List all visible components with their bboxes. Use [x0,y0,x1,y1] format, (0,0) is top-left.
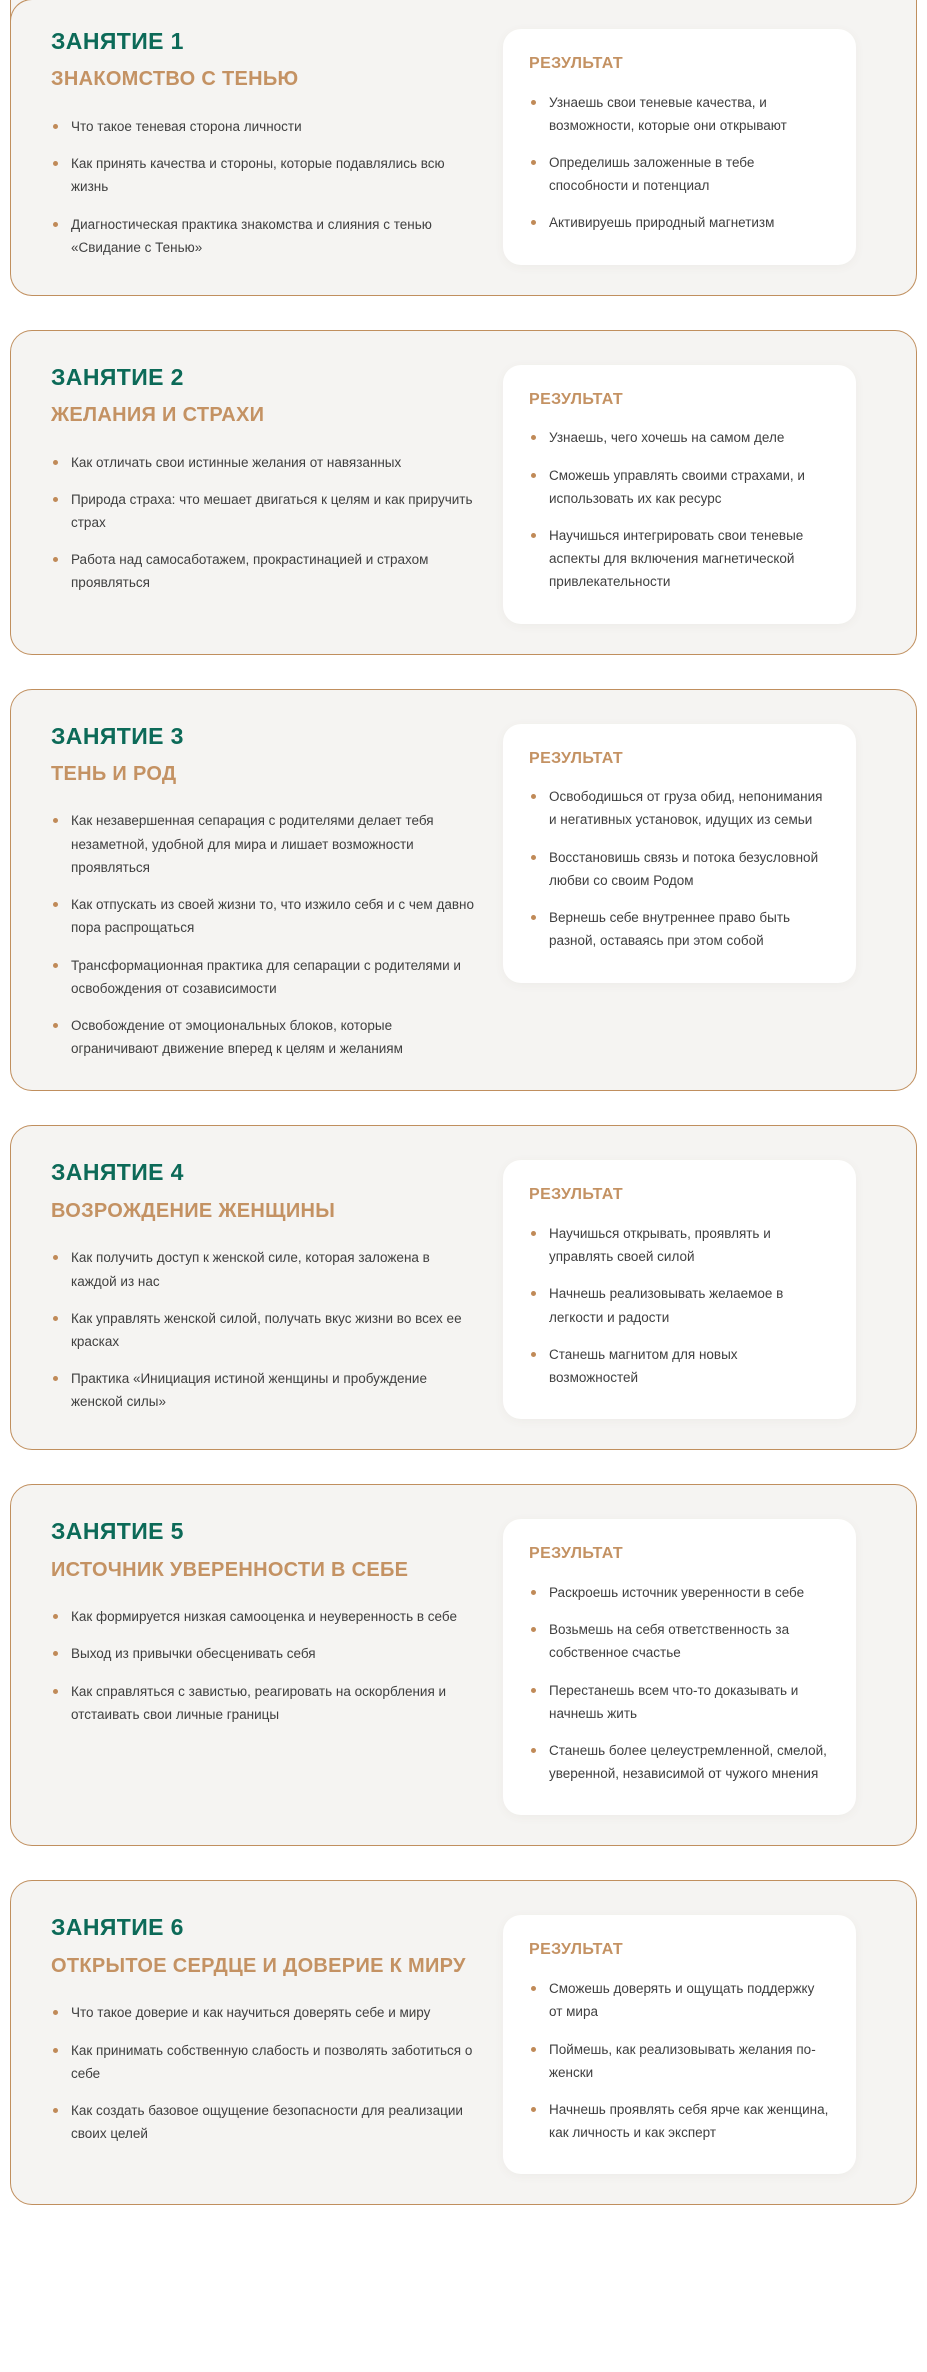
result-item: Восстановишь связь и потока безусловной любви со своим Родом [529,846,830,892]
result-item: Вернешь себе внутреннее право быть разной, оставаясь при этом собой [529,906,830,952]
lesson-topic-list [51,1605,479,1726]
result-item: Научишься интегрировать свои теневые аспекты для включения магнетической привлекательности [529,524,830,594]
lesson-topic-list [51,115,479,259]
result-heading: РЕЗУЛЬТАТ [529,749,624,767]
lesson-topic-item: Как создать базовое ощущение безопасности для реализации своих целей [51,2099,479,2145]
lesson-right-column [503,1160,856,1419]
lesson-right-column [503,29,856,265]
lesson-right-column [503,1519,856,1815]
lesson-right-column [503,724,856,983]
result-heading: РЕЗУЛЬТАТ [529,390,624,408]
lesson-topic-item: Что такое теневая сторона личности [51,115,479,138]
lesson-card [10,689,917,1092]
lesson-topic-list [51,1246,479,1413]
result-item: Сможешь управлять своими страхами, и использовать их как ресурс [529,464,830,510]
lesson-number: ЗАНЯТИЕ 4 [51,1159,184,1186]
result-list [529,1581,830,1786]
result-card [503,29,856,265]
lesson-topic-item: Как принять качества и стороны, которые подавлялись всю жизнь [51,152,479,198]
lesson-topic-item: Как принимать собственную слабость и позволять заботиться о себе [51,2039,479,2085]
result-heading: РЕЗУЛЬТАТ [529,1941,624,1959]
lesson-left-column [51,1160,503,1413]
lesson-title: ЗНАКОМСТВО С ТЕНЬЮ [51,68,299,91]
lesson-left-column [51,1915,503,2145]
lesson-left-column [51,1519,503,1726]
result-card [503,1519,856,1815]
result-item: Поймешь, как реализовывать желания по-женски [529,2038,830,2084]
result-heading: РЕЗУЛЬТАТ [529,1186,624,1204]
lesson-title: ТЕНЬ И РОД [51,762,177,785]
result-list [529,1977,830,2144]
lesson-topic-item: Как отпускать из своей жизни то, что изжило себя и с чем давно пора распрощаться [51,893,479,939]
lesson-topic-item: Как незавершенная сепарация с родителями делает тебя незаметной, удобной для мира и лишает возможности проявляться [51,809,479,879]
result-list [529,91,830,235]
lesson-title: ВОЗРОЖДЕНИЕ ЖЕНЩИНЫ [51,1199,336,1222]
lesson-topic-item: Природа страха: что мешает двигаться к целям и как приручить страх [51,488,479,534]
lesson-number: ЗАНЯТИЕ 2 [51,363,184,390]
result-item: Сможешь доверять и ощущать поддержку от мира [529,1977,830,2023]
result-item: Станешь более целеустремленной, смелой, уверенной, независимой от чужого мнения [529,1739,830,1785]
lesson-card [10,1484,917,1846]
result-card [503,1160,856,1419]
lesson-left-column [51,724,503,1061]
lesson-card [10,1880,917,2205]
result-item: Раскроешь источник уверенности в себе [529,1581,830,1604]
result-card [503,365,856,624]
lesson-card [10,0,917,296]
lesson-topic-item: Освобождение от эмоциональных блоков, которые ограничивают движение вперед к целям и желаниям [51,1014,479,1060]
result-item: Перестанешь всем что-то доказывать и начнешь жить [529,1679,830,1725]
lesson-topic-item: Работа над самосаботажем, прокрастинацией и страхом проявляться [51,548,479,594]
result-item: Начнешь реализовывать желаемое в легкости и радости [529,1282,830,1328]
lesson-topic-item: Выход из привычки обесценивать себя [51,1642,479,1665]
lesson-card [10,1125,917,1450]
lesson-title: ЖЕЛАНИЯ И СТРАХИ [51,403,265,426]
lesson-topic-item: Как управлять женской силой, получать вкус жизни во всех ее красках [51,1307,479,1353]
result-list [529,785,830,952]
lesson-topic-item: Как получить доступ к женской силе, которая заложена в каждой из нас [51,1246,479,1292]
lesson-title: ОТКРЫТОЕ СЕРДЦЕ И ДОВЕРИЕ К МИРУ [51,1954,466,1977]
result-card [503,1915,856,2174]
result-item: Освободишься от груза обид, непонимания и негативных установок, идущих из семьи [529,785,830,831]
lesson-topic-list [51,451,479,595]
lesson-topic-item: Диагностическая практика знакомства и слияния с тенью «Свидание с Тенью» [51,213,479,259]
lesson-topic-item: Как формируется низкая самооценка и неуверенность в себе [51,1605,479,1628]
lesson-topic-item: Что такое доверие и как научиться доверять себе и миру [51,2001,479,2024]
lesson-topic-item: Как справляться с завистью, реагировать на оскорбления и отстаивать свои личные границы [51,1680,479,1726]
lesson-topic-list [51,2001,479,2145]
result-list [529,1222,830,1389]
lesson-card [10,330,917,655]
result-item: Возьмешь на себя ответственность за собственное счастье [529,1618,830,1664]
lesson-right-column [503,365,856,624]
result-item: Определишь заложенные в тебе способности и потенциал [529,151,830,197]
lesson-title: ИСТОЧНИК УВЕРЕННОСТИ В СЕБЕ [51,1558,409,1581]
lesson-right-column [503,1915,856,2174]
result-heading: РЕЗУЛЬТАТ [529,55,624,72]
result-item: Узнаешь, чего хочешь на самом деле [529,426,830,449]
lesson-topic-item: Трансформационная практика для сепарации с родителями и освобождения от созависимости [51,954,479,1000]
result-item: Станешь магнитом для новых возможностей [529,1343,830,1389]
lesson-topic-item: Практика «Инициация истиной женщины и пробуждение женской силы» [51,1367,479,1413]
lesson-number: ЗАНЯТИЕ 1 [51,28,184,54]
lesson-left-column [51,29,503,259]
result-item: Научишься открывать, проявлять и управлять своей силой [529,1222,830,1268]
lesson-number: ЗАНЯТИЕ 5 [51,1518,184,1545]
result-item: Активируешь природный магнетизм [529,211,830,234]
lesson-number: ЗАНЯТИЕ 6 [51,1914,184,1941]
lesson-number: ЗАНЯТИЕ 3 [51,722,184,749]
result-item: Начнешь проявлять себя ярче как женщина, как личность и как эксперт [529,2098,830,2144]
lesson-topic-list [51,809,479,1060]
result-item: Узнаешь свои теневые качества, и возможности, которые они открывают [529,91,830,137]
lesson-topic-item: Как отличать свои истинные желания от навязанных [51,451,479,474]
result-card [503,724,856,983]
result-list [529,426,830,593]
result-heading: РЕЗУЛЬТАТ [529,1545,624,1563]
lesson-left-column [51,365,503,595]
